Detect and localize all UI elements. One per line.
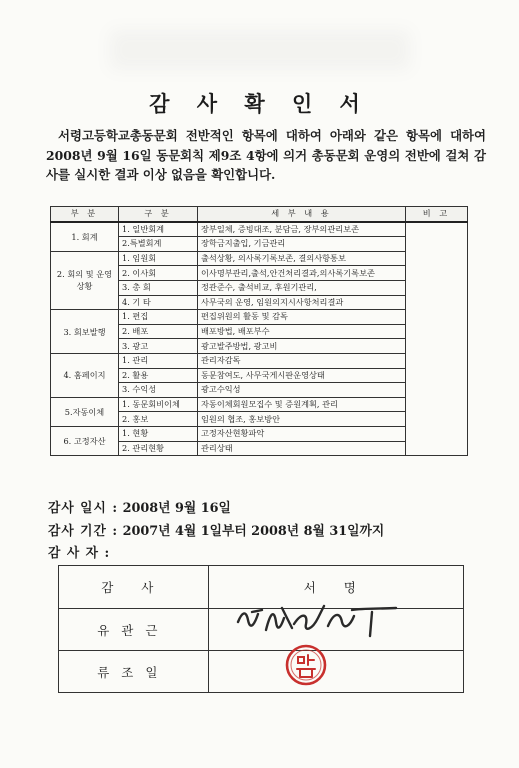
auditor-label: 감 사 자 : [48,546,111,561]
header-detail: 세 부 내 용 [198,207,406,222]
detail-cell: 관리자감독 [198,353,406,368]
detail-cell: 장학금지출입, 기금관리 [198,237,406,252]
item-cell: 3. 수익성 [119,383,198,398]
item-cell: 2.특별회계 [119,237,198,252]
audit-date-line [48,497,231,516]
item-cell: 1. 편집 [119,310,198,325]
item-cell: 4. 기 타 [119,295,198,310]
role-header: 감 사 [59,566,209,609]
detail-cell: 배포방법, 배포부수 [198,324,406,339]
scan-smudge [110,30,410,70]
table-row [51,222,468,237]
audit-period-value: 2007년 4월 1일부터 2008년 8월 31일까지 [122,524,385,539]
intro-paragraph: 서령고등학교총동문회 전반적인 항목에 대하여 아래와 같은 항목에 대하여 2008년 9월 16일 동문회칙 제9조 4항에 의거 총동문회 운영의 전반에 걸쳐 감사를 실시한 결과 이상 없음을 확인합니다. [46,128,486,182]
auditor-line [48,542,110,561]
handwritten-signature [232,600,402,640]
category-cell: 1. 회계 [51,222,119,252]
header-category: 부 분 [51,207,119,222]
detail-cell: 정관준수, 출석비교, 후원기관리, [198,280,406,295]
detail-cell: 동문참여도, 사무국게시판운영상태 [198,368,406,383]
category-cell: 4. 홈페이지 [51,353,119,397]
category-cell: 2. 회의 및 운영 상황 [51,251,119,309]
detail-cell: 이사명부관리,출석,안건처리결과,의사록기록보존 [198,266,406,281]
item-cell: 1. 관리 [119,353,198,368]
detail-cell: 자동이체회원모집수 및 증원계획, 관리 [198,397,406,412]
item-cell: 2. 이사회 [119,266,198,281]
table-row [51,310,468,325]
audit-items-table [50,206,468,456]
item-cell: 1. 임원회 [119,251,198,266]
auditor-name: 류조일 [59,651,209,693]
item-cell: 2. 활용 [119,368,198,383]
signature-row [59,651,464,693]
detail-cell: 편집위원의 활동 및 감독 [198,310,406,325]
auditor-name: 유관근 [59,609,209,651]
table-row [51,353,468,368]
table-row [51,426,468,441]
document-title: 감 사 확 인 서 [149,91,370,116]
detail-cell: 장부일체, 증빙대조, 분담금, 장부의관리보존 [198,222,406,237]
audit-date-value: 2008년 9월 16일 [122,501,231,516]
table-header-row [51,207,468,222]
detail-cell: 임원의 협조, 홍보방안 [198,412,406,427]
audit-period-label: 감사 기간 : [48,524,119,539]
table-row [51,251,468,266]
table-row [51,397,468,412]
detail-cell: 출석상황, 의사록기록보존, 결의사항통보 [198,251,406,266]
sign-header: 서 명 [208,566,463,609]
remark-cell [406,222,468,456]
item-cell: 1. 동문회비이체 [119,397,198,412]
seal-cell [208,651,463,693]
item-cell: 3. 총 회 [119,280,198,295]
item-cell: 1. 일반회계 [119,222,198,237]
detail-cell: 사무국의 운영, 임원의지시사항처리결과 [198,295,406,310]
item-cell: 2. 홍보 [119,412,198,427]
item-cell: 1. 현황 [119,426,198,441]
category-cell: 3. 회보발행 [51,310,119,354]
seal-stamp [284,643,328,687]
item-cell: 3. 광고 [119,339,198,354]
item-cell: 2. 관리현황 [119,441,198,456]
header-item: 구 분 [119,207,198,222]
detail-cell: 광고수익성 [198,383,406,398]
audit-period-line [48,520,384,539]
audit-date-label: 감사 일시 : [48,501,119,516]
detail-cell: 고정자산현황파악 [198,426,406,441]
category-cell: 5.자동이체 [51,397,119,426]
category-cell: 6. 고정자산 [51,426,119,455]
detail-cell: 관리상태 [198,441,406,456]
detail-cell: 광고발주방법, 광고비 [198,339,406,354]
header-remark: 비 고 [406,207,468,222]
item-cell: 2. 배포 [119,324,198,339]
